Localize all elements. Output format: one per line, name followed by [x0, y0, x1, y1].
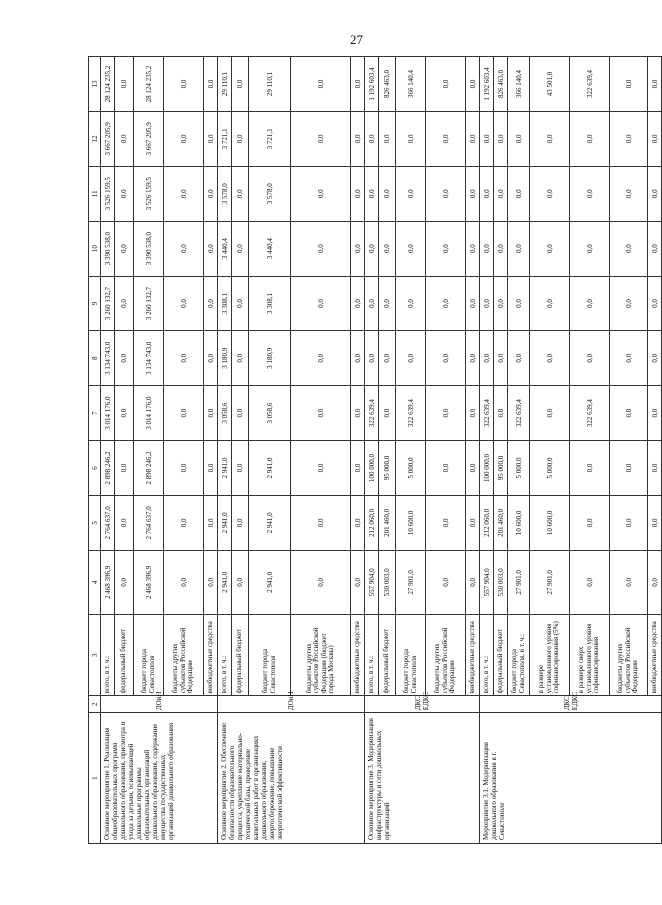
amount-cell: 0,0	[232, 495, 249, 550]
amount-cell: 0,0	[291, 331, 351, 386]
amount-cell: 0,0	[379, 386, 396, 441]
amount-cell: 366 140,4	[508, 57, 530, 112]
amount-cell: 0,0	[610, 550, 648, 614]
funding-source: внебюджетные средства	[351, 615, 365, 696]
funding-table	[88, 56, 662, 844]
amount-cell: 2 764 637,0	[101, 495, 115, 550]
amount-cell: 3 390 538,0	[134, 221, 164, 276]
table-body	[101, 57, 662, 844]
amount-cell: 2 941,0	[249, 495, 291, 550]
amount-cell: 322 639,4	[480, 386, 494, 441]
amount-cell: 5 000,0	[508, 441, 530, 496]
amount-cell: 2 898 246,2	[134, 441, 164, 496]
amount-cell: 0,0	[164, 112, 204, 167]
amount-cell: 0,0	[164, 495, 204, 550]
amount-cell: 3 390 538,0	[101, 221, 115, 276]
amount-cell: 0,0	[351, 276, 365, 331]
amount-cell: 0,0	[164, 57, 204, 112]
measure-name: Основное мероприятие 1. Реализация общеобразовательных программ дошкольного образования, присмотра и ухода за детьми, основывающей дошкольные программы образовательных организаций дошкольного образования, содержание имущества государственных организаций дошкольного образования	[101, 713, 218, 844]
table-row	[480, 57, 494, 844]
amount-cell: 0,0	[204, 112, 218, 167]
amount-cell: 3 526 159,5	[101, 166, 115, 221]
funding-source: в размере сверх установленного уровня софинансирования	[570, 615, 610, 696]
amount-cell: 3 667 205,9	[101, 112, 115, 167]
amount-cell: 0,0	[466, 550, 480, 614]
column-number: 5	[89, 495, 101, 550]
amount-cell: 0,0	[610, 495, 648, 550]
amount-cell: 0,0	[115, 550, 134, 614]
amount-cell: 0,0	[610, 221, 648, 276]
amount-cell: 0,0	[115, 166, 134, 221]
amount-cell: 0,0	[164, 441, 204, 496]
measure-name: Основное мероприятие 3. Модернизация инфраструктуры и сети дошкольных организаций	[365, 713, 480, 844]
amount-cell: 2 941,0	[249, 550, 291, 614]
amount-cell: 322 639,4	[365, 386, 379, 441]
amount-cell: 0,0	[494, 112, 508, 167]
funding-source: бюджеты других субъектов Российской Федерации (бюджет города Москвы)	[291, 615, 351, 696]
amount-cell: 0,0	[115, 495, 134, 550]
column-number: 1	[89, 713, 101, 844]
amount-cell: 0,0	[365, 112, 379, 167]
amount-cell: 0,0	[610, 386, 648, 441]
funding-source: федеральный бюджет	[115, 615, 134, 696]
amount-cell: 3 014 176,0	[134, 386, 164, 441]
funding-source: бюджет города Севастополя	[396, 615, 426, 696]
amount-cell: 0,0	[494, 276, 508, 331]
amount-cell: 0,0	[365, 166, 379, 221]
amount-cell: 10 600,0	[396, 495, 426, 550]
amount-cell: 3 308,1	[249, 276, 291, 331]
funding-source: федеральный бюджет	[494, 615, 508, 696]
amount-cell: 0,0	[291, 550, 351, 614]
amount-cell: 826 463,0	[379, 57, 396, 112]
amount-cell: 0,0	[648, 166, 662, 221]
amount-cell: 0,0	[494, 386, 508, 441]
amount-cell: 0,0	[115, 57, 134, 112]
column-number: 8	[89, 331, 101, 386]
table-row	[101, 57, 115, 844]
amount-cell: 212 060,0	[365, 495, 379, 550]
amount-cell: 201 460,0	[379, 495, 396, 550]
amount-cell: 0,0	[466, 57, 480, 112]
funding-source: всего, в т. ч.:	[101, 615, 115, 696]
amount-cell: 0,0	[291, 166, 351, 221]
amount-cell: 0,0	[164, 386, 204, 441]
amount-cell: 3 058,6	[249, 386, 291, 441]
amount-cell: 0,0	[466, 112, 480, 167]
amount-cell: 0,0	[204, 386, 218, 441]
amount-cell: 0,0	[351, 386, 365, 441]
measure-name: Основное мероприятие 2. Обеспечение безопасности образовательного процесса, укрепление материально-технической базы, проведение капитальных работ в организациях дошкольного образования, энергосбережение, повышение энергетической эффективности	[218, 713, 365, 844]
amount-cell: 0,0	[426, 112, 466, 167]
amount-cell: 0,0	[466, 441, 480, 496]
column-number: 12	[89, 112, 101, 167]
amount-cell: 0,0	[494, 331, 508, 386]
amount-cell: 0,0	[204, 495, 218, 550]
amount-cell: 0,0	[508, 112, 530, 167]
executor: ДКС, ЕДКС	[365, 696, 480, 713]
amount-cell: 0,0	[232, 57, 249, 112]
amount-cell: 0,0	[494, 166, 508, 221]
amount-cell: 0,0	[351, 495, 365, 550]
funding-source: федеральный бюджет	[379, 615, 396, 696]
amount-cell: 0,0	[379, 112, 396, 167]
amount-cell: 0,0	[648, 550, 662, 614]
amount-cell: 322 639,4	[570, 386, 610, 441]
funding-source: всего, в т. ч.:	[480, 615, 494, 696]
amount-cell: 0,0	[480, 112, 494, 167]
amount-cell: 2 941,0	[249, 441, 291, 496]
funding-source: внебюджетные средства	[648, 615, 662, 696]
amount-cell: 0,0	[351, 112, 365, 167]
amount-cell: 322 639,4	[570, 57, 610, 112]
amount-cell: 0,0	[648, 57, 662, 112]
amount-cell: 2 941,0	[218, 495, 232, 550]
amount-cell: 0,0	[351, 57, 365, 112]
amount-cell: 557 904,0	[480, 550, 494, 614]
amount-cell: 0,0	[508, 276, 530, 331]
amount-cell: 0,0	[570, 276, 610, 331]
amount-cell: 0,0	[232, 112, 249, 167]
amount-cell: 0,0	[610, 441, 648, 496]
amount-cell: 0,0	[396, 276, 426, 331]
amount-cell: 100 000,0	[480, 441, 494, 496]
amount-cell: 0,0	[648, 221, 662, 276]
column-number-row	[89, 57, 101, 844]
amount-cell: 0,0	[648, 495, 662, 550]
amount-cell: 0,0	[379, 166, 396, 221]
column-number: 3	[89, 615, 101, 696]
amount-cell: 5 000,0	[530, 441, 570, 496]
column-number: 10	[89, 221, 101, 276]
amount-cell: 0,0	[480, 166, 494, 221]
amount-cell: 0,0	[480, 221, 494, 276]
amount-cell: 3 440,4	[249, 221, 291, 276]
amount-cell: 0,0	[204, 441, 218, 496]
funding-source: внебюджетные средства	[466, 615, 480, 696]
amount-cell: 0,0	[426, 386, 466, 441]
table-row	[218, 57, 232, 844]
amount-cell: 0,0	[351, 441, 365, 496]
amount-cell: 0,0	[365, 221, 379, 276]
amount-cell: 0,0	[570, 441, 610, 496]
funding-source: бюджеты других субъектов Российской Федерации	[164, 615, 204, 696]
amount-cell: 0,0	[115, 112, 134, 167]
amount-cell: 3 134 743,0	[101, 331, 115, 386]
column-number: 11	[89, 166, 101, 221]
amount-cell: 1 192 603,4	[480, 57, 494, 112]
column-number: 7	[89, 386, 101, 441]
amount-cell: 3 180,9	[249, 331, 291, 386]
amount-cell: 0,0	[232, 166, 249, 221]
amount-cell: 0,0	[204, 166, 218, 221]
amount-cell: 0,0	[610, 276, 648, 331]
amount-cell: 3 308,1	[218, 276, 232, 331]
funding-source: бюджет города Севастополя, в т. ч.:	[508, 615, 530, 696]
amount-cell: 0,0	[570, 331, 610, 386]
amount-cell: 0,0	[530, 331, 570, 386]
amount-cell: 0,0	[648, 386, 662, 441]
amount-cell: 43 501,0	[530, 57, 570, 112]
amount-cell: 0,0	[291, 221, 351, 276]
funding-source: в размере установленного уровня софинансирования (5%)	[530, 615, 570, 696]
amount-cell: 0,0	[232, 386, 249, 441]
amount-cell: 0,0	[115, 276, 134, 331]
amount-cell: 28 124 235,2	[101, 57, 115, 112]
amount-cell: 0,0	[570, 112, 610, 167]
amount-cell: 0,0	[351, 331, 365, 386]
amount-cell: 0,0	[480, 331, 494, 386]
amount-cell: 2 468 396,9	[101, 550, 115, 614]
amount-cell: 3 667 205,9	[134, 112, 164, 167]
funding-source: федеральный бюджет	[232, 615, 249, 696]
amount-cell: 0,0	[610, 112, 648, 167]
amount-cell: 3 180,9	[218, 331, 232, 386]
amount-cell: 0,0	[291, 386, 351, 441]
amount-cell: 0,0	[365, 331, 379, 386]
funding-source: бюджет города Севастополя	[134, 615, 164, 696]
amount-cell: 0,0	[466, 221, 480, 276]
amount-cell: 0,0	[291, 276, 351, 331]
amount-cell: 3 721,1	[249, 112, 291, 167]
measure-name: Мероприятие 3.1. Модернизация дошкольного образования в г. Севастополе	[480, 713, 662, 844]
amount-cell: 0,0	[530, 166, 570, 221]
column-number: 6	[89, 441, 101, 496]
amount-cell: 27 901,0	[530, 550, 570, 614]
amount-cell: 0,0	[508, 221, 530, 276]
amount-cell: 0,0	[291, 495, 351, 550]
amount-cell: 3 260 132,7	[101, 276, 115, 331]
amount-cell: 0,0	[508, 166, 530, 221]
funding-source: бюджеты других субъектов Российской Федерации	[426, 615, 466, 696]
amount-cell: 0,0	[204, 331, 218, 386]
amount-cell: 0,0	[291, 57, 351, 112]
amount-cell: 3 578,0	[249, 166, 291, 221]
amount-cell: 0,0	[291, 441, 351, 496]
amount-cell: 0,0	[508, 331, 530, 386]
amount-cell: 2 941,0	[218, 550, 232, 614]
amount-cell: 0,0	[570, 221, 610, 276]
amount-cell: 0,0	[426, 221, 466, 276]
amount-cell: 95 000,0	[379, 441, 396, 496]
amount-cell: 2 468 396,9	[134, 550, 164, 614]
amount-cell: 0,0	[396, 221, 426, 276]
amount-cell: 0,0	[379, 276, 396, 331]
executor: ДОиН	[218, 696, 365, 713]
amount-cell: 0,0	[466, 386, 480, 441]
amount-cell: 0,0	[351, 166, 365, 221]
amount-cell: 0,0	[466, 495, 480, 550]
rotated-table-wrapper	[88, 56, 659, 844]
column-number: 13	[89, 57, 101, 112]
amount-cell: 0,0	[426, 276, 466, 331]
amount-cell: 27 901,0	[396, 550, 426, 614]
amount-cell: 0,0	[351, 221, 365, 276]
amount-cell: 0,0	[232, 276, 249, 331]
amount-cell: 0,0	[530, 112, 570, 167]
amount-cell: 0,0	[379, 331, 396, 386]
amount-cell: 0,0	[426, 441, 466, 496]
amount-cell: 3 526 159,5	[134, 166, 164, 221]
amount-cell: 10 600,0	[508, 495, 530, 550]
amount-cell: 3 134 743,0	[134, 331, 164, 386]
column-number: 4	[89, 550, 101, 614]
funding-source: внебюджетные средства	[204, 615, 218, 696]
amount-cell: 0,0	[115, 331, 134, 386]
amount-cell: 0,0	[365, 276, 379, 331]
amount-cell: 0,0	[530, 221, 570, 276]
amount-cell: 5 000,0	[396, 441, 426, 496]
amount-cell: 212 060,0	[480, 495, 494, 550]
amount-cell: 28 124 235,2	[134, 57, 164, 112]
amount-cell: 0,0	[426, 550, 466, 614]
amount-cell: 0,0	[648, 441, 662, 496]
amount-cell: 0,0	[530, 276, 570, 331]
executor: ДОиН	[101, 696, 218, 713]
amount-cell: 0,0	[396, 166, 426, 221]
executor: ДКС, ЕДКС	[480, 696, 662, 713]
amount-cell: 0,0	[204, 550, 218, 614]
amount-cell: 100 000,0	[365, 441, 379, 496]
amount-cell: 3 058,6	[218, 386, 232, 441]
amount-cell: 0,0	[351, 550, 365, 614]
amount-cell: 0,0	[480, 276, 494, 331]
amount-cell: 0,0	[204, 221, 218, 276]
amount-cell: 0,0	[396, 331, 426, 386]
amount-cell: 0,0	[610, 331, 648, 386]
amount-cell: 0,0	[610, 166, 648, 221]
amount-cell: 3 721,1	[218, 112, 232, 167]
column-number: 2	[89, 696, 101, 713]
amount-cell: 0,0	[610, 57, 648, 112]
amount-cell: 0,0	[115, 386, 134, 441]
amount-cell: 322 639,4	[508, 386, 530, 441]
amount-cell: 0,0	[426, 166, 466, 221]
amount-cell: 10 600,0	[530, 495, 570, 550]
amount-cell: 366 140,4	[396, 57, 426, 112]
amount-cell: 3 578,0	[218, 166, 232, 221]
amount-cell: 29 110,1	[249, 57, 291, 112]
amount-cell: 0,0	[466, 166, 480, 221]
amount-cell: 0,0	[396, 112, 426, 167]
amount-cell: 0,0	[530, 386, 570, 441]
funding-source: всего, в т. ч.:	[365, 615, 379, 696]
amount-cell: 0,0	[648, 331, 662, 386]
amount-cell: 3 014 176,0	[101, 386, 115, 441]
amount-cell: 0,0	[164, 276, 204, 331]
amount-cell: 0,0	[570, 550, 610, 614]
amount-cell: 0,0	[570, 495, 610, 550]
amount-cell: 0,0	[426, 331, 466, 386]
amount-cell: 2 764 637,0	[134, 495, 164, 550]
amount-cell: 0,0	[164, 331, 204, 386]
amount-cell: 0,0	[164, 166, 204, 221]
amount-cell: 322 639,4	[396, 386, 426, 441]
amount-cell: 530 003,0	[494, 550, 508, 614]
amount-cell: 95 000,0	[494, 441, 508, 496]
amount-cell: 3 260 132,7	[134, 276, 164, 331]
amount-cell: 0,0	[466, 276, 480, 331]
amount-cell: 0,0	[426, 495, 466, 550]
amount-cell: 0,0	[164, 221, 204, 276]
amount-cell: 0,0	[232, 221, 249, 276]
funding-source: всего, в т. ч.:	[218, 615, 232, 696]
amount-cell: 201 460,0	[494, 495, 508, 550]
column-number: 9	[89, 276, 101, 331]
amount-cell: 0,0	[466, 331, 480, 386]
amount-cell: 0,0	[232, 331, 249, 386]
amount-cell: 0,0	[426, 57, 466, 112]
amount-cell: 1 192 603,4	[365, 57, 379, 112]
amount-cell: 557 904,0	[365, 550, 379, 614]
amount-cell: 0,0	[115, 221, 134, 276]
amount-cell: 826 463,0	[494, 57, 508, 112]
funding-source: бюджет города Севастополя	[249, 615, 291, 696]
amount-cell: 2 941,0	[218, 441, 232, 496]
amount-cell: 0,0	[115, 441, 134, 496]
amount-cell: 3 440,4	[218, 221, 232, 276]
amount-cell: 0,0	[204, 276, 218, 331]
amount-cell: 27 901,0	[508, 550, 530, 614]
amount-cell: 0,0	[379, 221, 396, 276]
amount-cell: 0,0	[648, 112, 662, 167]
amount-cell: 0,0	[232, 441, 249, 496]
table-row	[365, 57, 379, 844]
amount-cell: 29 110,1	[218, 57, 232, 112]
amount-cell: 0,0	[291, 112, 351, 167]
amount-cell: 0,0	[648, 276, 662, 331]
amount-cell: 2 898 246,2	[101, 441, 115, 496]
amount-cell: 0,0	[232, 550, 249, 614]
amount-cell: 530 003,0	[379, 550, 396, 614]
page-number: 27	[350, 32, 363, 47]
amount-cell: 0,0	[204, 57, 218, 112]
amount-cell: 0,0	[494, 221, 508, 276]
funding-source: бюджеты других субъектов Российской Федерации	[610, 615, 648, 696]
amount-cell: 0,0	[164, 550, 204, 614]
amount-cell: 0,0	[570, 166, 610, 221]
